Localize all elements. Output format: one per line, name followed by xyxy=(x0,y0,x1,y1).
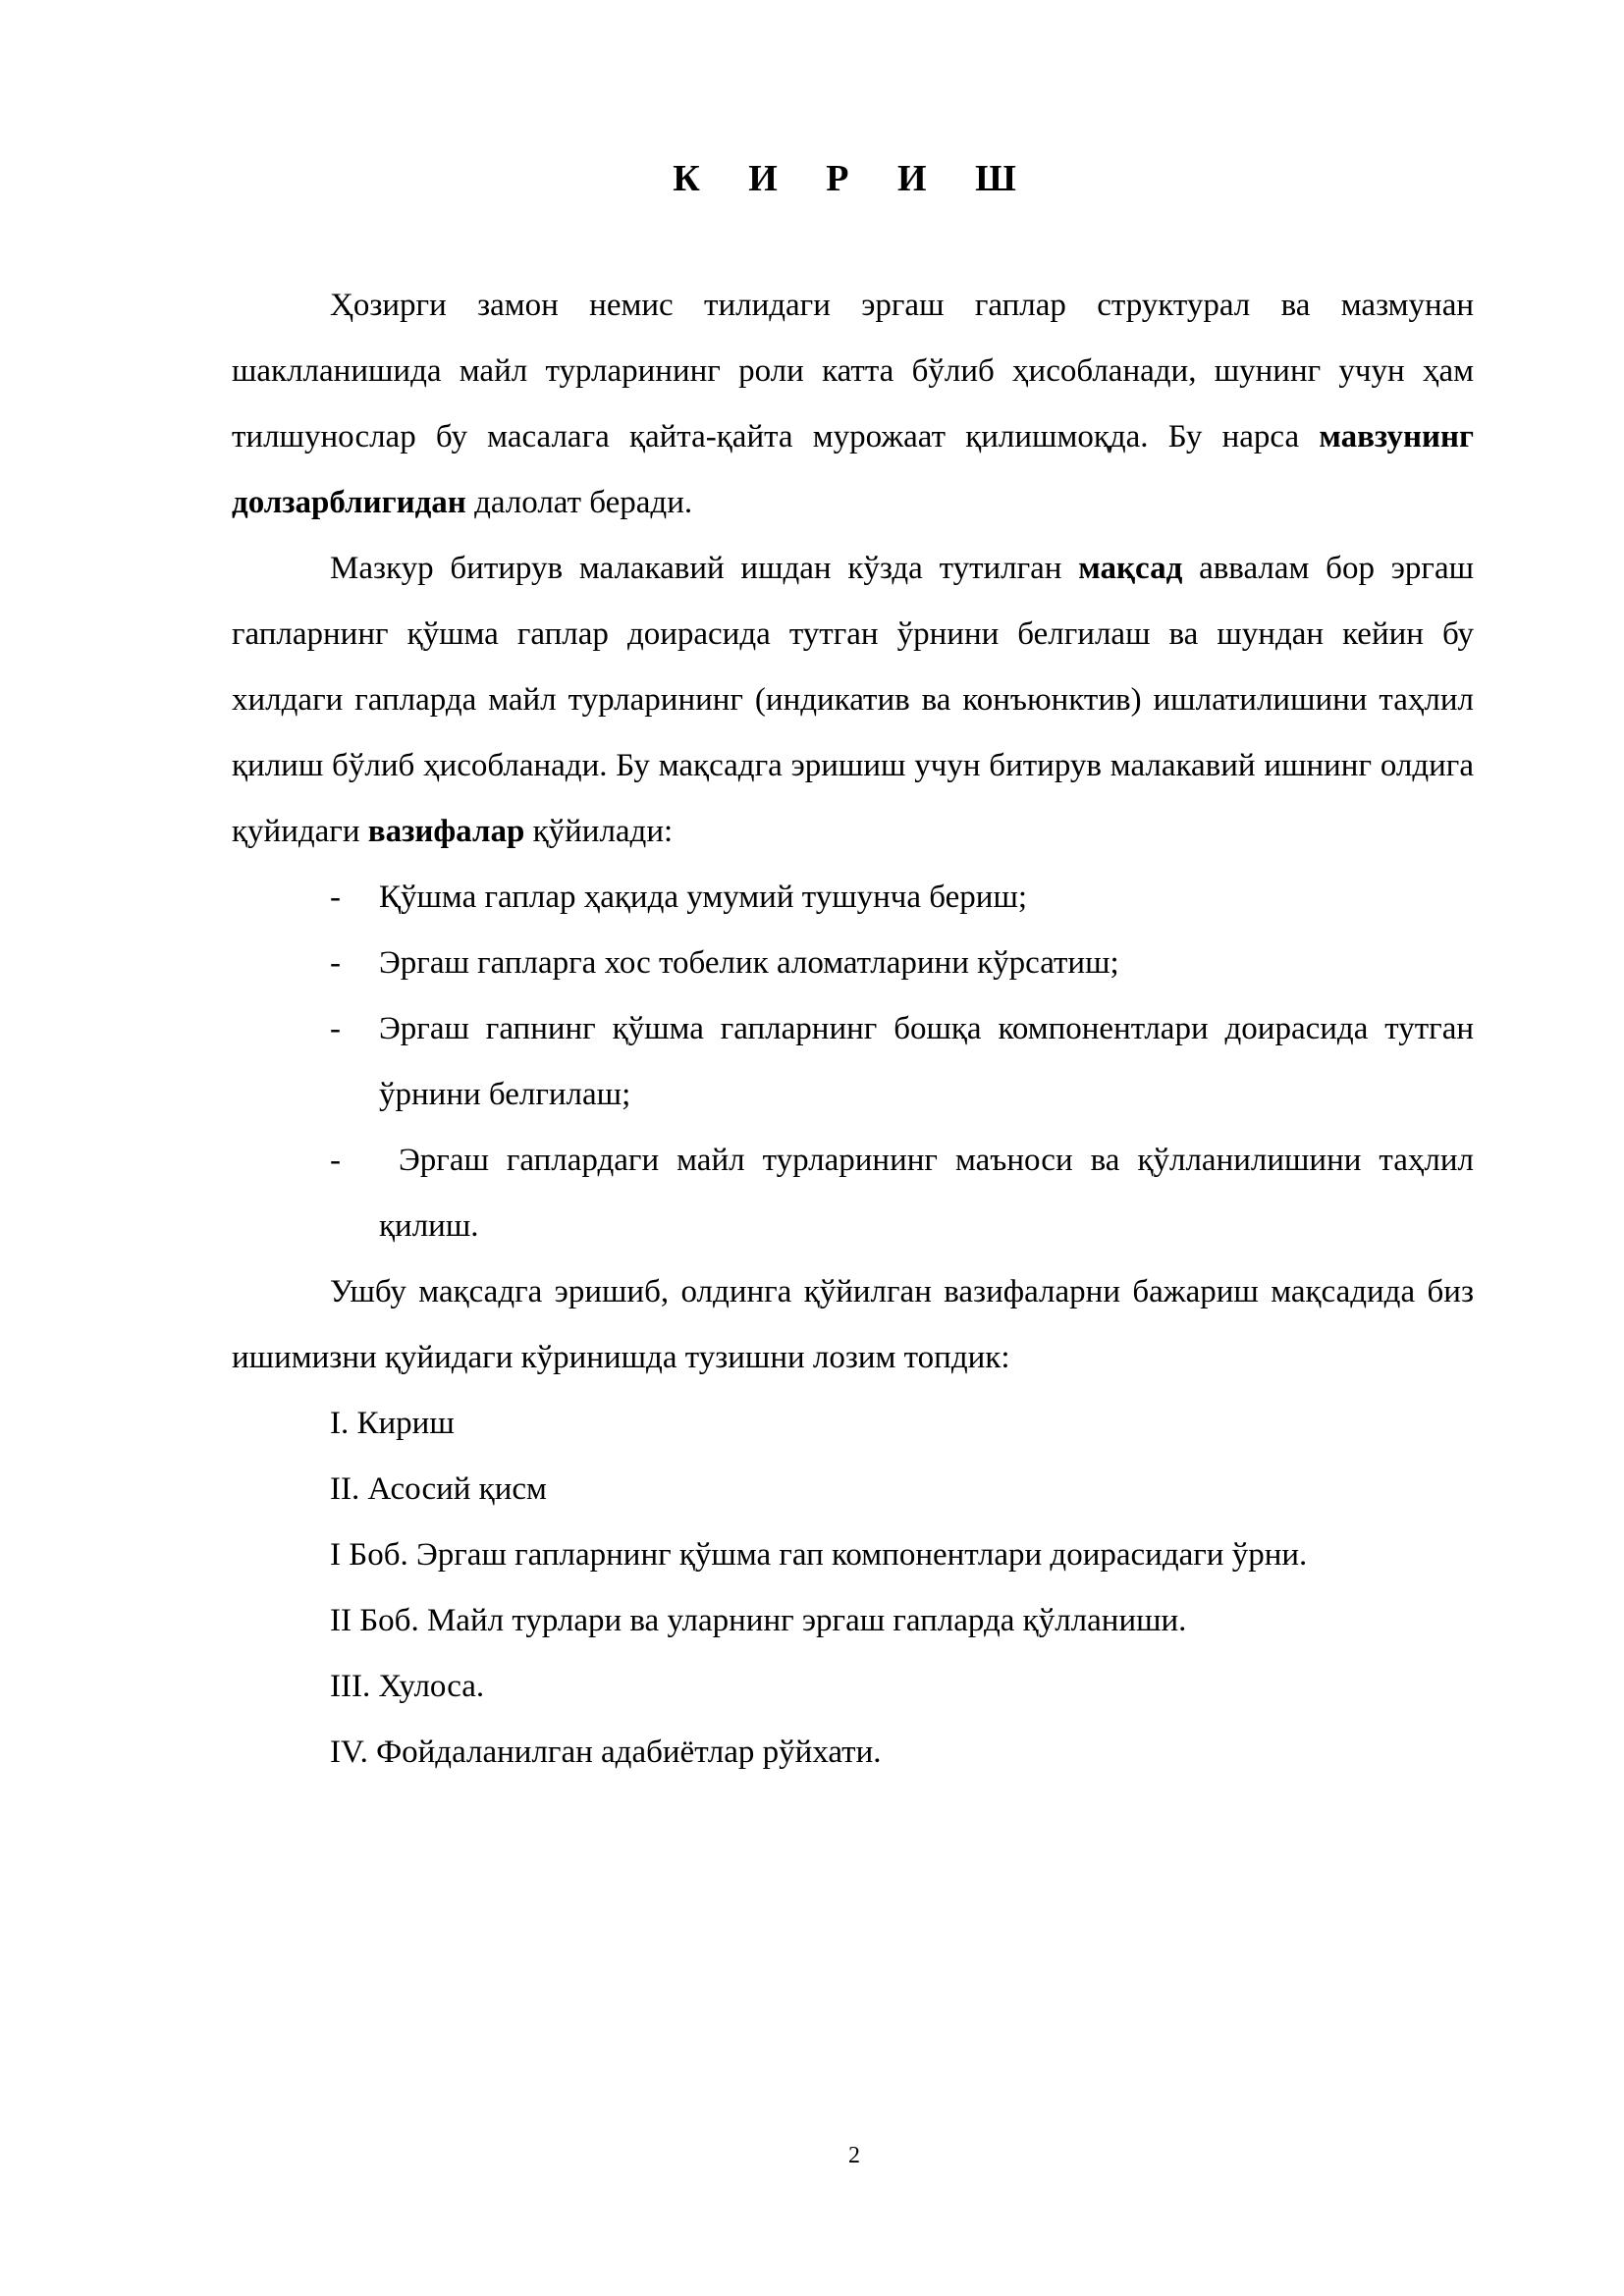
structure-item: III. Хулоса. xyxy=(330,1669,485,1704)
structure-item: IV. Фойдаланилган адабиётлар рўйхати. xyxy=(330,1735,882,1770)
bold-phrase-relevance: мавзунинг долзарблигидан xyxy=(232,419,1474,520)
structure-item: II. Асосий қисм xyxy=(330,1471,547,1507)
paragraph-text: Мазкур битирув малакавий ишдан кўзда тутилган xyxy=(330,551,1079,586)
bold-word-aim: мақсад xyxy=(1078,551,1183,586)
list-item-text: Қўшма гаплар ҳақида умумий тушунча бериш; xyxy=(379,880,1028,915)
intro-paragraph-structure: Ушбу мақсадга эришиб, олдинга қўйилган вазифаларни бажариш мақсадида биз ишимизни қуйидаги кўринишда тузишни лозим топдик: xyxy=(232,1274,1474,1375)
list-item-text: Эргаш гапларга хос тобелик аломатларини кўрсатиш; xyxy=(379,945,1119,981)
page-title: К И Р И Ш xyxy=(673,158,1036,199)
paragraph-text: қўйилади: xyxy=(524,814,674,849)
document-body xyxy=(232,273,1474,1786)
intro-paragraph-relevance xyxy=(232,273,1474,536)
list-item xyxy=(232,996,1474,1128)
list-dash: - xyxy=(330,945,341,981)
bold-word-tasks: вазифалар xyxy=(367,814,525,849)
list-dash: - xyxy=(330,1011,341,1046)
list-item-text: Эргаш гаплардаги майл турларининг маъноси ва қўлланилишини таҳлил қилиш. xyxy=(379,1143,1474,1244)
paragraph-text: далолат беради. xyxy=(465,485,693,520)
paragraph-text: аввалам бор эргаш гапларнинг қўшма гаплар доирасида тутган ўрнини белгилаш ва шундан кейин бу хилдаги гапларда майл турларининг (индикатив ва конъюнктив) ишлатилишини таҳлил қилиш бўлиб ҳисобланади. Бу мақсадга эришиш учун битирув малакавий ишнинг олдига қуйидаги xyxy=(232,551,1475,849)
list-dash: - xyxy=(330,1143,341,1178)
list-item xyxy=(232,931,1474,996)
page-number: 2 xyxy=(848,2143,860,2168)
structure-item: I Боб. Эргаш гапларнинг қўшма гап компонентлари доирасидаги ўрни. xyxy=(330,1537,1308,1573)
list-item-text: Эргаш гапнинг қўшма гапларнинг бошқа компонентлари доирасида тутган ўрнини белгилаш; xyxy=(379,1011,1474,1112)
paragraph-text: Ҳозирги замон немис тилидаги эргаш гаплар структурал ва мазмунан шаклланишида майл турларининг роли катта бўлиб ҳисобланади, шунинг учун ҳам тилшунослар бу масалага қайта-қайта мурожаат қилишмоқда. Бу нарса xyxy=(232,288,1474,454)
list-dash: - xyxy=(330,880,341,915)
tasks-list xyxy=(232,865,1474,1259)
list-item xyxy=(232,865,1474,931)
list-item xyxy=(232,1128,1474,1259)
structure-item: I. Кириш xyxy=(330,1406,455,1441)
intro-paragraph-aim xyxy=(232,536,1474,865)
structure-item: II Боб. Майл турлари ва уларнинг эргаш гапларда қўлланиши. xyxy=(330,1603,1187,1638)
